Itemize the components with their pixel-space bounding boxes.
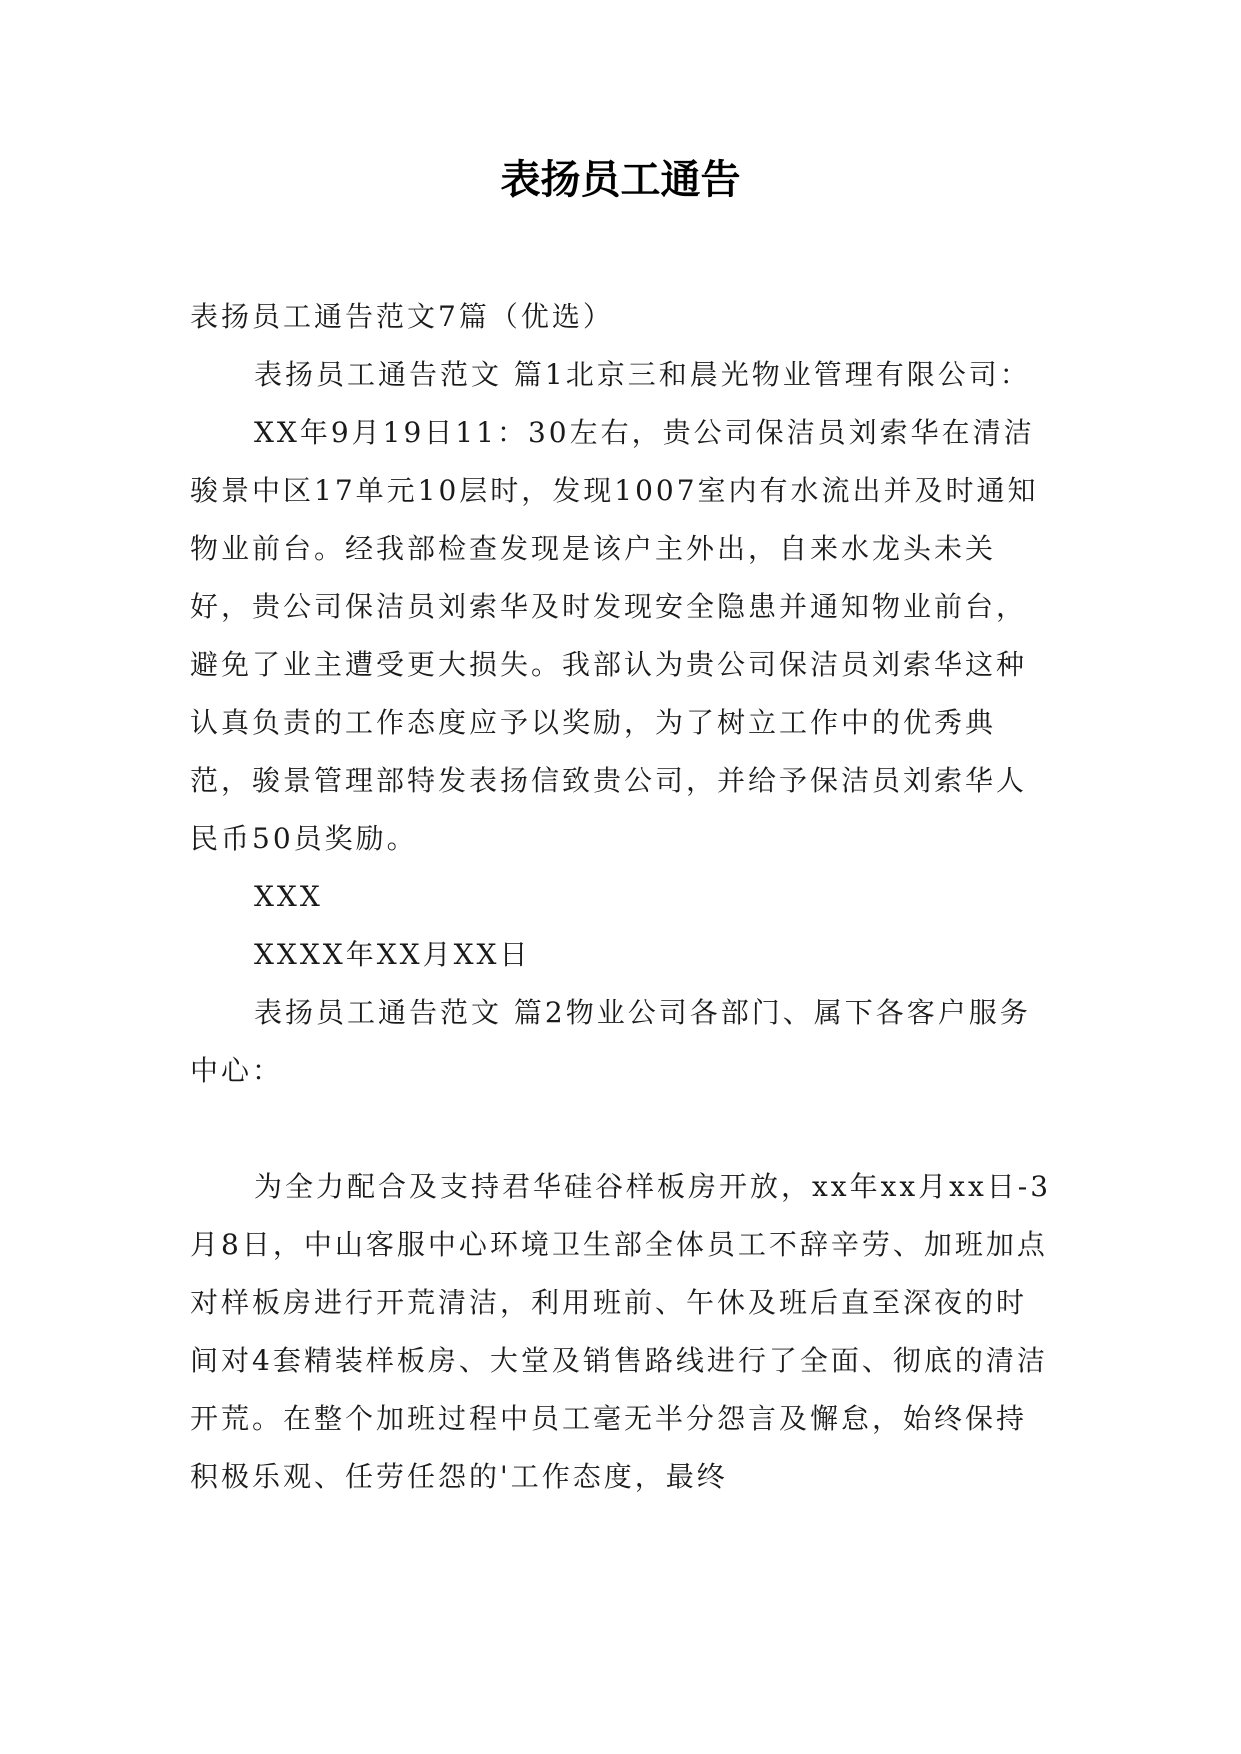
section-2-heading: 表扬员工通告范文 篇2物业公司各部门、属下各客户服务中心： [190, 996, 1031, 1087]
document-title: 表扬员工通告 [500, 157, 741, 203]
paragraph-spacer [190, 1100, 1056, 1158]
section-1-heading: 表扬员工通告范文 篇1北京三和晨光物业管理有限公司： [254, 358, 1031, 391]
document-body [190, 288, 1056, 1506]
section-1-signature: XXX [254, 880, 323, 913]
section-1-paragraph: XX年9月19日11：30左右，贵公司保洁员刘索华在清洁骏景中区17单元10层时，发现1007室内有水流出并及时通知物业前台。经我部检查发现是该户主外出，自来水龙头未关好，贵公司保洁员刘索华及时发现安全隐患并通知物业前台，避免了业主遭受更大损失。我部认为贵公司保洁员刘索华这种认真负责的工作态度应予以奖励，为了树立工作中的优秀典范，骏景管理部特发表扬信致贵公司，并给予保洁员刘索华人民币50员奖励。 [190, 416, 1039, 855]
section-1-date: XXXX年XX月XX日 [254, 938, 531, 971]
section-2-paragraph: 为全力配合及支持君华硅谷样板房开放，xx年xx月xx日-3月8日，中山客服中心环境卫生部全体员工不辞辛劳、加班加点对样板房进行开荒清洁，利用班前、午休及班后直至深夜的时间对4套精装样板房、大堂及销售路线进行了全面、彻底的清洁开荒。在整个加班过程中员工毫无半分怨言及懈怠，始终保持积极乐观、任劳任怨的'工作态度，最终 [190, 1170, 1052, 1493]
intro-line: 表扬员工通告范文7篇（优选） [190, 300, 614, 333]
